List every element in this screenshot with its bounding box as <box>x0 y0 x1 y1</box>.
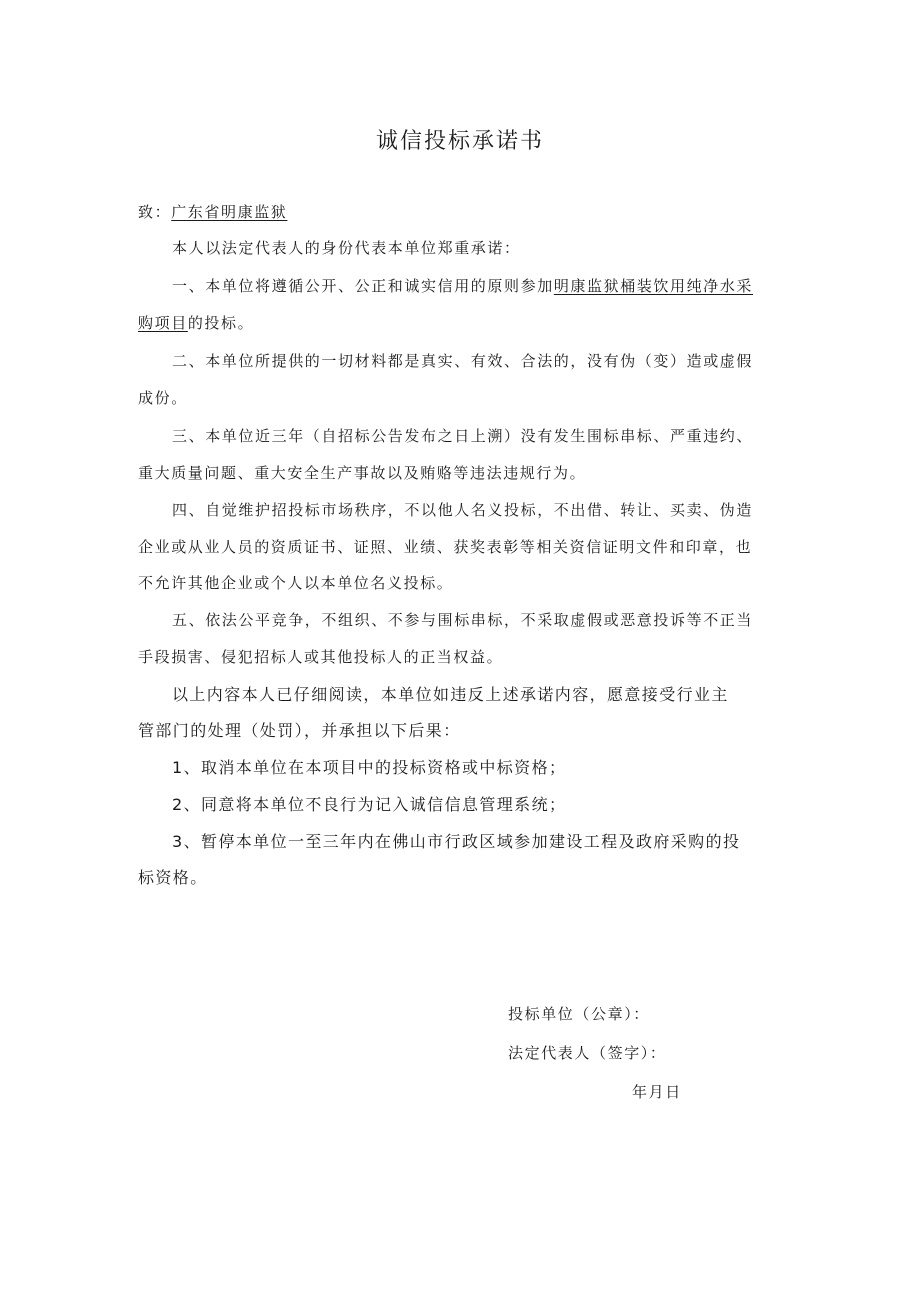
addressee-name: 广东省明康监狱 <box>171 203 288 221</box>
paragraph-1-text: 一、本单位将遵循公开、公正和诚实信用的原则参加 <box>172 277 554 295</box>
paragraph-3-line-1: 三、本单位近三年（自招标公告发布之日上溯）没有发生围标串标、严重违约、 <box>172 427 754 445</box>
project-name-part-2: 购项目 <box>138 314 188 332</box>
paragraph-5-line-1: 五、依法公平竞争，不组织、不参与围标串标，不采取虚假或恶意投诉等不正当 <box>172 611 754 629</box>
paragraph-3-line-2: 重大质量问题、重大安全生产事故以及贿赂等违法违规行为。 <box>138 464 587 482</box>
paragraph-2-line-1: 二、本单位所提供的一切材料都是真实、有效、合法的，没有伪（变）造或虚假 <box>172 352 754 370</box>
paragraph-1-line-2 <box>138 312 254 333</box>
paragraph-4-line-2: 企业或从业人员的资质证书、证照、业绩、获奖表彰等相关资信证明文件和印章，也 <box>138 538 753 556</box>
document-title: 诚信投标承诺书 <box>375 129 544 154</box>
date-label: 年月日 <box>632 1083 682 1101</box>
paragraph-4-line-1: 四、自觉维护招投标市场秩序，不以他人名义投标，不出借、转让、买卖、伪造 <box>172 501 754 519</box>
paragraph-1-tail: 的投标。 <box>187 314 255 332</box>
paragraph-5-line-2: 手段损害、侵犯招标人或其他投标人的正当权益。 <box>138 648 504 666</box>
consequence-2: 2、同意将本单位不良行为记入诚信信息管理系统； <box>172 795 567 814</box>
project-name-part-1: 明康监狱桶装饮用纯净水采 <box>553 277 754 295</box>
bidder-seal-label: 投标单位（公章）： <box>508 1005 650 1023</box>
addressee-label: 致： <box>138 203 172 221</box>
intro-text: 本人以法定代表人的身份代表本单位郑重承诺： <box>172 239 521 257</box>
paragraph-2-line-2: 成份。 <box>138 389 188 407</box>
consequence-intro-line-2: 管部门的处理（处罚），并承担以下后果： <box>138 721 461 740</box>
consequence-intro-line-1: 以上内容本人已仔细阅读，本单位如违反上述承诺内容，愿意接受行业主 <box>172 685 729 704</box>
paragraph-1-line-1 <box>172 275 753 296</box>
legal-rep-signature-label: 法定代表人（签字）： <box>508 1044 667 1062</box>
addressee-line <box>138 201 287 222</box>
consequence-1: 1、取消本单位在本项目中的投标资格或中标资格； <box>172 758 567 777</box>
consequence-3-line-2: 标资格。 <box>138 868 208 887</box>
consequence-3-line-1: 3、暂停本单位一至三年内在佛山市行政区域参加建设工程及政府采购的投 <box>172 832 741 851</box>
paragraph-4-line-3: 不允许其他企业或个人以本单位名义投标。 <box>138 574 454 592</box>
